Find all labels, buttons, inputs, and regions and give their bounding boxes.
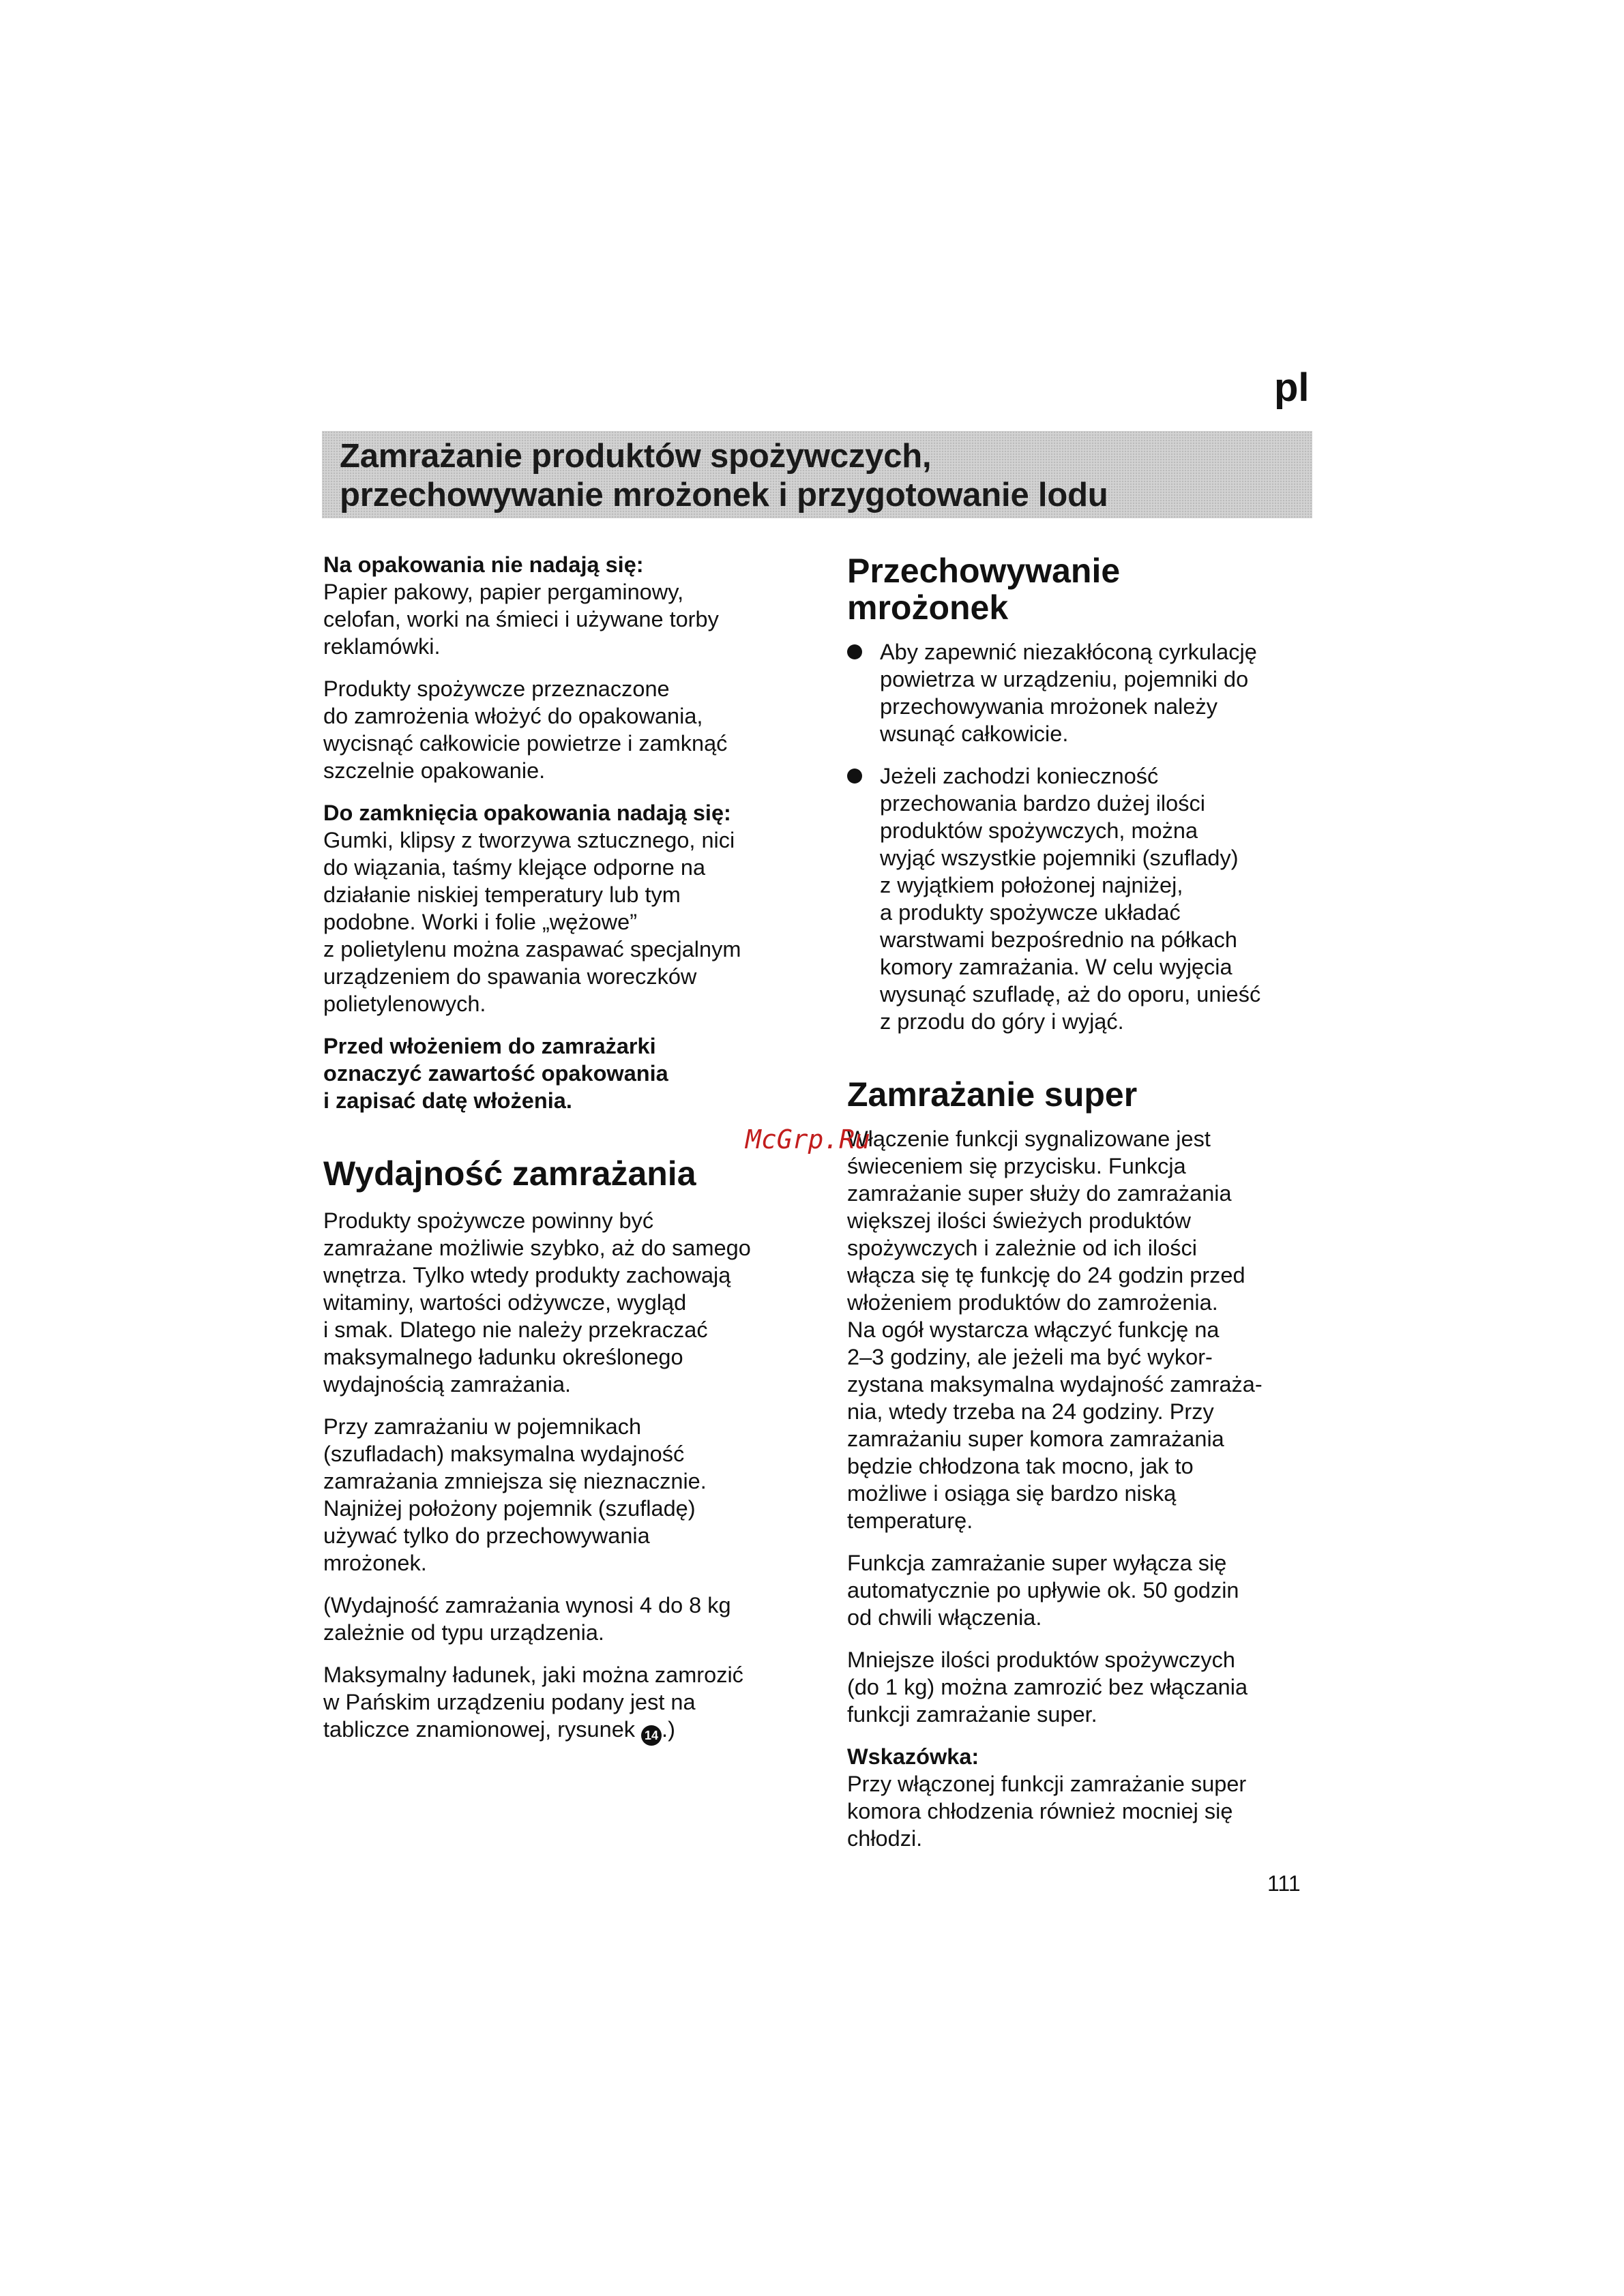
hint-paragraph [847,1743,1318,1852]
text-line: Przed włożeniem do zamrażarki [323,1034,656,1058]
text-line: będzie chłodzona tak mocno, jak to [847,1454,1194,1478]
text-line: maksymalnego ładunku określonego [323,1345,683,1369]
packaging-instructions-paragraph [323,675,801,784]
text-line: witaminy, wartości odżywcze, wygląd [323,1290,687,1315]
text-line: z wyjątkiem położonej najniżej, [880,873,1183,897]
text-line: (szufladach) maksymalna wydajność [323,1442,685,1466]
heading-line: mrożonek [847,588,1009,627]
text-line: Papier pakowy, papier pergaminowy, [323,580,684,604]
freezing-speed-paragraph [323,1207,801,1398]
bullet-icon [847,644,862,659]
text-line: Funkcja zamrażanie super wyłącza się [847,1551,1227,1575]
text-line: wnętrza. Tylko wtedy produkty zachowają [323,1263,731,1287]
max-load-paragraph [323,1661,801,1746]
language-code: pl [1274,366,1310,410]
text-line: z przodu do góry i wyjąć. [880,1009,1124,1034]
text-line: włożeniem produktów do zamrożenia. [847,1290,1218,1315]
left-column [323,551,801,1761]
text-line: wycisnąć całkowicie powietrze i zamknąć [323,731,728,756]
text-line: wydajnością zamrażania. [323,1372,572,1397]
list-item [847,638,1318,747]
right-column [847,552,1318,1867]
drawer-capacity-paragraph [323,1413,801,1577]
text-line: nia, wtedy trzeba na 24 godziny. Przy [847,1399,1214,1424]
text-line: (Wydajność zamrażania wynosi 4 do 8 kg [323,1593,731,1617]
text-line: Włączenie funkcji sygnalizowane jest [847,1127,1211,1151]
text-line: zamrażania zmniejsza się nieznacznie. [323,1469,707,1493]
list-item [847,762,1318,1035]
super-freeze-paragraph [847,1125,1318,1534]
text-line: Gumki, klipsy z tworzywa sztucznego, nici [323,828,735,852]
text-line: do wiązania, taśmy klejące odporne na [323,855,706,880]
text-line: Przy włączonej funkcji zamrażanie super [847,1772,1247,1796]
page-title [340,437,1108,515]
text-line: zamrażaniu super komora zamrażania [847,1427,1224,1451]
text-line: produktów spożywczych, można [880,818,1198,843]
text-line: zamrażane możliwie szybko, aż do samego [323,1236,751,1260]
watermark: McGrp.Ru [745,1124,871,1154]
storage-bullet-list [847,638,1318,1035]
text-line: zależnie od typu urządzenia. [323,1620,604,1645]
text-line: zamrażanie super służy do zamrażania [847,1181,1232,1206]
text-line: zystana maksymalna wydajność zamraża- [847,1372,1263,1397]
text-line: komora chłodzenia również mocniej się [847,1799,1233,1823]
text-line: wsunąć całkowicie. [880,721,1069,746]
text-line: włącza się tę funkcję do 24 godzin przed [847,1263,1245,1287]
text-line: (do 1 kg) można zamrozić bez włączania [847,1675,1248,1699]
text-line: oznaczyć zawartość opakowania [323,1061,668,1086]
text-line: Jeżeli zachodzi konieczność [880,764,1159,788]
text-line: świeceniem się przycisku. Funkcja [847,1154,1186,1178]
subheading: Do zamknięcia opakowania nadają się: [323,801,731,825]
text-line: do zamrożenia włożyć do opakowania, [323,704,703,728]
small-quantity-paragraph [847,1646,1318,1728]
text-line: przechowywania mrożonek należy [880,694,1217,719]
text-line: a produkty spożywcze układać [880,900,1181,925]
text-line: Najniżej położony pojemnik (szufladę) [323,1496,696,1521]
text-fragment: tabliczce znamionowej, rysunek [323,1717,642,1742]
text-line: i smak. Dlatego nie należy przekraczać [323,1317,708,1342]
text-line: większej ilości świeżych produktów [847,1208,1191,1233]
figure-reference-badge: 14 [641,1725,662,1746]
freezing-capacity-heading: Wydajność zamrażania [323,1154,696,1193]
text-fragment: .) [662,1717,675,1742]
text-line: przechowania bardzo dużej ilości [880,791,1205,816]
text-line: Na ogół wystarcza włączyć funkcję na [847,1317,1220,1342]
text-line: celofan, worki na śmieci i używane torby [323,607,719,631]
text-line: i zapisać datę włożenia. [323,1088,572,1113]
text-line [323,1716,801,1746]
text-line: szczelnie opakowanie. [323,758,546,783]
text-line: Maksymalny ładunek, jaki można zamrozić [323,1663,743,1687]
closure-suitable-paragraph [323,799,801,1017]
frozen-storage-heading [847,552,1318,626]
text-line: możliwe i osiąga się bardzo niską [847,1481,1177,1506]
text-line: powietrza w urządzeniu, pojemniki do [880,667,1249,691]
text-line: wysunąć szufladę, aż do oporu, unieść [880,982,1261,1007]
section-title-banner [322,431,1312,518]
page-number: 111 [1267,1871,1301,1896]
text-line: podobne. Worki i folie „wężowe” [323,910,638,934]
heading-line: Przechowywanie [847,552,1121,590]
title-line: przechowywanie mrożonek i przygotowanie lodu [340,477,1108,513]
text-line: funkcji zamrażanie super. [847,1702,1097,1727]
subheading: Wskazówka: [847,1744,979,1769]
text-line: Produkty spożywcze przeznaczone [323,676,670,701]
text-line: działanie niskiej temperatury lub tym [323,882,681,907]
bullet-icon [847,769,862,784]
text-line: automatycznie po upływie ok. 50 godzin [847,1578,1239,1602]
text-line: temperaturę. [847,1508,973,1533]
text-line: warstwami bezpośrednio na półkach [880,927,1237,952]
super-freeze-heading: Zamrażanie super [847,1075,1138,1114]
text-line: reklamówki. [323,634,441,659]
packaging-unsuitable-paragraph [323,551,801,660]
text-line: chłodzi. [847,1826,923,1851]
capacity-range-paragraph [323,1592,801,1646]
text-line: Produkty spożywcze powinny być [323,1208,654,1233]
text-line: wyjąć wszystkie pojemniki (szuflady) [880,846,1239,870]
text-line: spożywczych i zależnie od ich ilości [847,1236,1197,1260]
text-line: używać tylko do przechowywania [323,1523,650,1548]
subheading: Na opakowania nie nadają się: [323,552,644,577]
text-line: urządzeniem do spawania woreczków [323,964,697,989]
title-line: Zamrażanie produktów spożywczych, [340,438,932,475]
text-line: mrożonek. [323,1551,427,1575]
text-line: Mniejsze ilości produktów spożywczych [847,1648,1235,1672]
text-line: od chwili włączenia. [847,1605,1042,1630]
auto-off-paragraph [847,1549,1318,1631]
text-line: polietylenowych. [323,992,486,1016]
text-line: Przy zamrażaniu w pojemnikach [323,1414,642,1439]
text-line: Aby zapewnić niezakłóconą cyrkulację [880,640,1257,664]
text-line: z polietylenu można zaspawać specjalnym [323,937,741,961]
labeling-note-paragraph [323,1032,801,1114]
text-line: w Pańskim urządzeniu podany jest na [323,1690,696,1714]
text-line: komory zamrażania. W celu wyjęcia [880,955,1232,979]
text-line: 2–3 godziny, ale jeżeli ma być wykor- [847,1345,1213,1369]
